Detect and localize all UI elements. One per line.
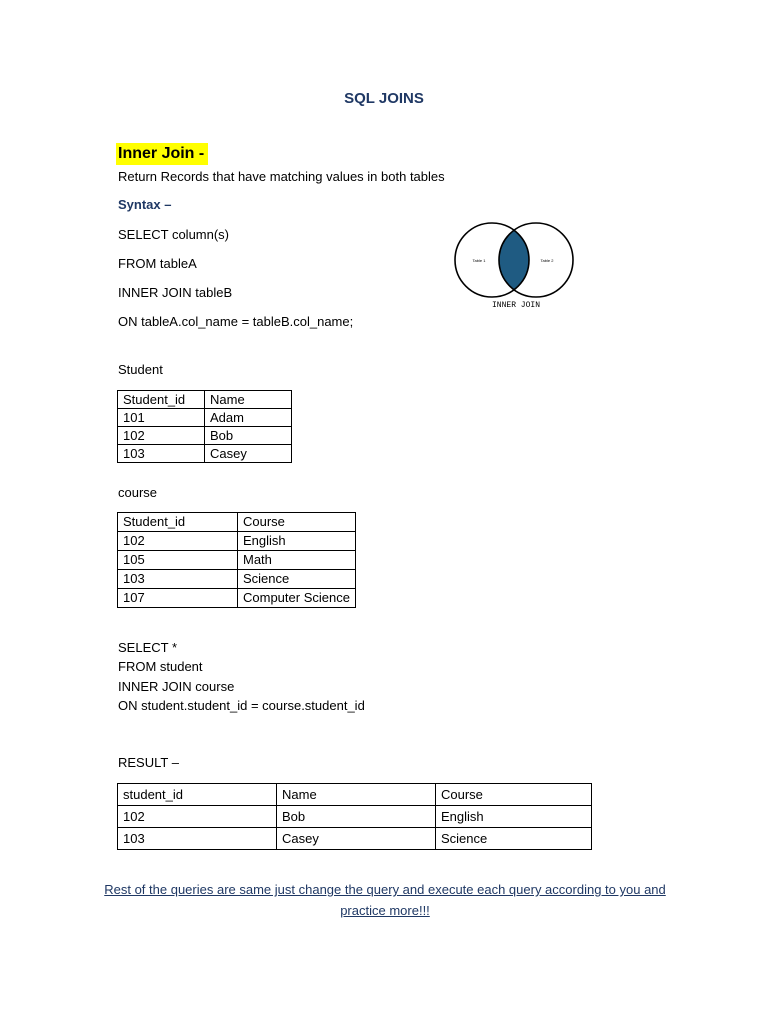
table-cell: student_id — [118, 784, 277, 806]
syntax-line: ON tableA.col_name = tableB.col_name; — [118, 314, 354, 329]
table-cell: 107 — [118, 589, 238, 608]
table-cell: Course — [436, 784, 592, 806]
footer-note: Rest of the queries are same just change the query and execute each query according to you and practice more!!! — [104, 882, 666, 918]
table-cell: 103 — [118, 570, 238, 589]
table-cell: Computer Science — [238, 589, 356, 608]
table-row — [118, 409, 292, 427]
query-line: INNER JOIN course — [118, 679, 235, 694]
table-cell: English — [238, 532, 356, 551]
table-cell: Name — [205, 391, 292, 409]
venn-right-label: Table 2 — [540, 258, 554, 263]
table-header-row — [118, 784, 592, 806]
table-row — [118, 445, 292, 463]
table-row — [118, 806, 592, 828]
table-cell: Name — [277, 784, 436, 806]
table-cell: Math — [238, 551, 356, 570]
table-cell: 103 — [118, 445, 205, 463]
table-row — [118, 551, 356, 570]
inner-join-venn-diagram — [448, 218, 580, 318]
table-row — [118, 589, 356, 608]
table-cell: Student_id — [118, 513, 238, 532]
table-row — [118, 828, 592, 850]
table-cell: Casey — [277, 828, 436, 850]
venn-caption: INNER JOIN — [491, 301, 541, 310]
table-cell: Adam — [205, 409, 292, 427]
table-cell: 103 — [118, 828, 277, 850]
table-cell: Bob — [277, 806, 436, 828]
syntax-line: SELECT column(s) — [118, 227, 230, 242]
course-table — [117, 512, 356, 608]
table-cell: 102 — [118, 427, 205, 445]
table-cell: Casey — [205, 445, 292, 463]
student-table — [117, 390, 292, 463]
result-table — [117, 783, 592, 850]
page-title: SQL JOINS — [344, 90, 424, 107]
section-description: Return Records that have matching values in both tables — [118, 169, 445, 184]
venn-left-label: Table 1 — [472, 258, 486, 263]
table-cell: English — [436, 806, 592, 828]
result-label: RESULT – — [118, 755, 179, 770]
table-cell: Science — [238, 570, 356, 589]
student-table-label: Student — [118, 362, 163, 377]
table-cell: Bob — [205, 427, 292, 445]
query-line: SELECT * — [118, 640, 178, 655]
table-cell: 105 — [118, 551, 238, 570]
course-table-label: course — [118, 485, 158, 500]
syntax-line: FROM tableA — [118, 256, 197, 271]
table-row — [118, 427, 292, 445]
syntax-label: Syntax – — [118, 197, 172, 212]
query-line: ON student.student_id = course.student_id — [118, 698, 365, 713]
table-header-row — [118, 513, 356, 532]
table-cell: Course — [238, 513, 356, 532]
table-cell: Science — [436, 828, 592, 850]
section-heading: Inner Join - — [116, 143, 208, 165]
table-cell: 102 — [118, 806, 277, 828]
table-cell: 101 — [118, 409, 205, 427]
table-row — [118, 532, 356, 551]
query-line: FROM student — [118, 659, 203, 674]
table-row — [118, 570, 356, 589]
syntax-line: INNER JOIN tableB — [118, 285, 233, 300]
table-cell: Student_id — [118, 391, 205, 409]
table-header-row — [118, 391, 292, 409]
table-cell: 102 — [118, 532, 238, 551]
